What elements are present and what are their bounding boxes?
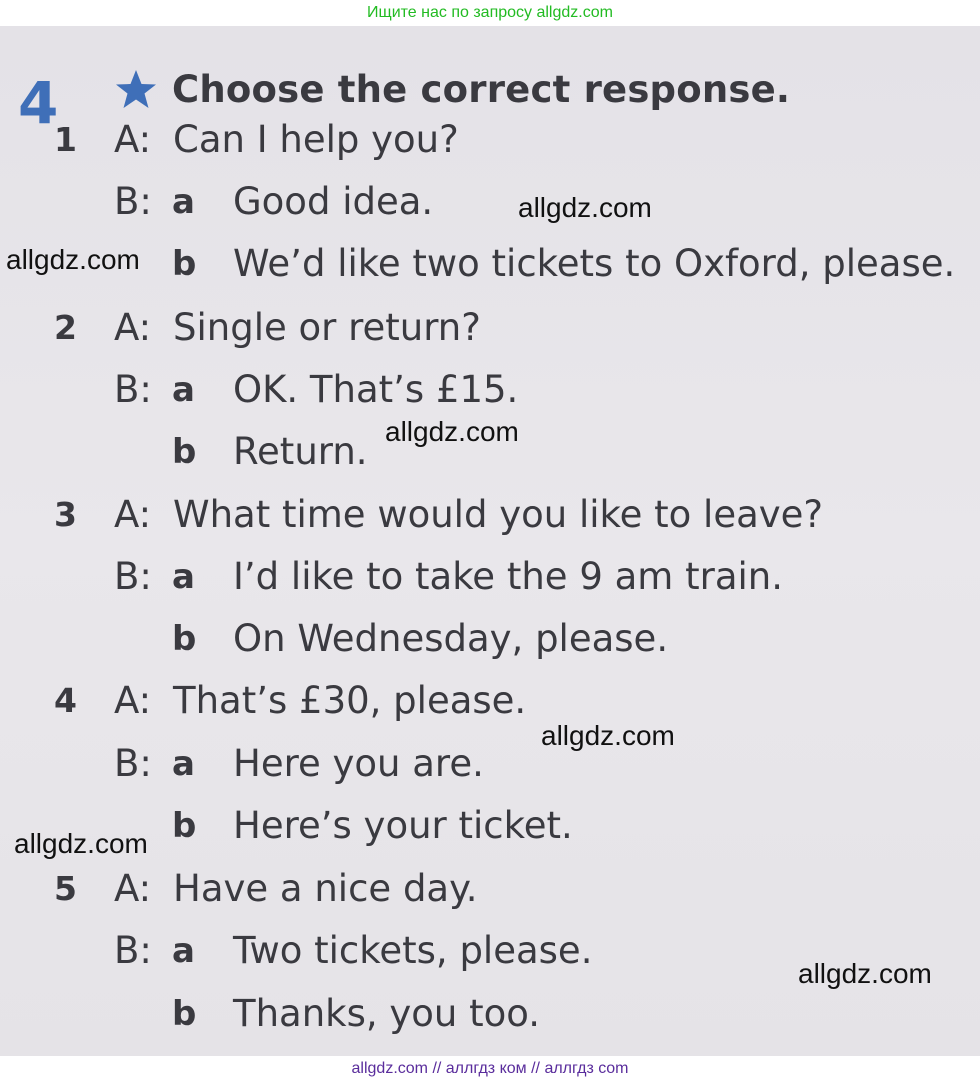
- option-line: [0, 238, 980, 290]
- option-line: [0, 613, 980, 665]
- option-letter: a: [172, 370, 195, 410]
- watermark-text: allgdz.com: [14, 828, 148, 859]
- option-text: Here you are.: [233, 742, 484, 785]
- question-number: 3: [54, 495, 77, 534]
- speaker-a-label: A:: [114, 493, 152, 536]
- option-letter: a: [172, 931, 195, 971]
- speaker-b-label: B:: [114, 929, 152, 972]
- question-number: 5: [54, 869, 77, 908]
- question-line: [0, 302, 980, 354]
- question-text: Single or return?: [173, 306, 481, 349]
- option-letter: b: [172, 432, 197, 472]
- speaker-a-label: A:: [114, 867, 152, 910]
- textbook-page: [0, 26, 980, 1056]
- speaker-a-label: A:: [114, 679, 152, 722]
- watermark-text: allgdz.com: [385, 416, 519, 447]
- question-line: [0, 114, 980, 166]
- option-letter: b: [172, 244, 197, 284]
- question-line: [0, 489, 980, 541]
- option-letter: b: [172, 994, 197, 1034]
- question-number: 2: [54, 308, 77, 347]
- watermark-text: allgdz.com: [798, 958, 932, 989]
- option-text: Return.: [233, 430, 368, 473]
- watermark-text: allgdz.com: [541, 720, 675, 751]
- option-line: [0, 364, 980, 416]
- exercise-number: 4: [18, 69, 59, 137]
- speaker-b-label: B:: [114, 742, 152, 785]
- option-line: [0, 176, 980, 228]
- option-line: [0, 738, 980, 790]
- option-letter: a: [172, 182, 195, 222]
- option-text: On Wednesday, please.: [233, 617, 669, 660]
- option-letter: a: [172, 744, 195, 784]
- question-text: Can I help you?: [173, 118, 459, 161]
- bottom-banner: allgdz.com // аллгдз ком // аллгдз com: [0, 1056, 980, 1084]
- star-icon: [114, 68, 158, 112]
- option-line: [0, 988, 980, 1040]
- speaker-a-label: A:: [114, 118, 152, 161]
- watermark-text: allgdz.com: [518, 192, 652, 223]
- option-text: Good idea.: [233, 180, 434, 223]
- speaker-a-label: A:: [114, 306, 152, 349]
- option-text: Thanks, you too.: [233, 992, 541, 1035]
- question-line: [0, 675, 980, 727]
- option-text: Two tickets, please.: [233, 929, 593, 972]
- option-letter: b: [172, 619, 197, 659]
- question-text: What time would you like to leave?: [173, 493, 824, 536]
- question-line: [0, 863, 980, 915]
- instruction-heading: Choose the correct response.: [172, 68, 791, 111]
- top-banner: Ищите нас по запросу allgdz.com: [0, 0, 980, 26]
- question-text: That’s £30, please.: [173, 679, 527, 722]
- question-text: Have a nice day.: [173, 867, 478, 910]
- speaker-b-label: B:: [114, 368, 152, 411]
- option-letter: b: [172, 806, 197, 846]
- option-text: Here’s your ticket.: [233, 804, 573, 847]
- question-number: 4: [54, 681, 77, 720]
- option-letter: a: [172, 557, 195, 597]
- option-text: I’d like to take the 9 am train.: [233, 555, 783, 598]
- option-text: We’d like two tickets to Oxford, please.: [233, 242, 956, 285]
- option-line: [0, 551, 980, 603]
- question-number: 1: [54, 120, 77, 159]
- watermark-text: allgdz.com: [6, 244, 140, 275]
- speaker-b-label: B:: [114, 180, 152, 223]
- option-text: OK. That’s £15.: [233, 368, 519, 411]
- speaker-b-label: B:: [114, 555, 152, 598]
